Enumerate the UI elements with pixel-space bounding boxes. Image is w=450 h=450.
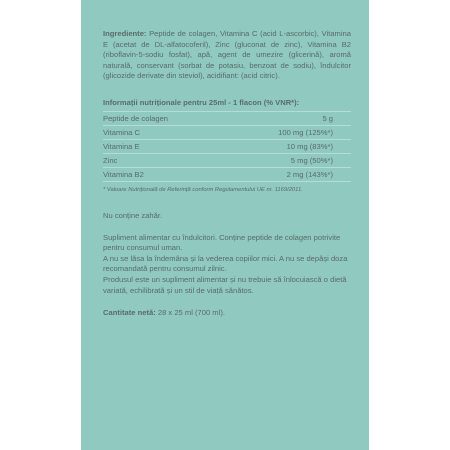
table-row [103,167,351,181]
nutrient-name: Vitamina E [103,139,220,153]
supplement-note: Supliment alimentar cu îndulcitori. Conține peptide de colagen potrivite pentru consumul uman. [103,232,341,253]
nutrient-name: Peptide de colagen [103,111,220,125]
ingredients-text: Peptide de colagen, Vitamina C (acid L-ascorbic), Vitamina E (acetat de DL-alfatocoferil), Zinc (gluconat de zinc), Vitamina B2 (riboflavin-5-sodiu fosfat), apă, agent de umezire (glicerină), aromă naturală, conservant (sorbat de potasiu, benzoat de sodiu), îndulcitor (glicozide derivate din steviol), acidifiant: (acid citric). [103,29,351,81]
table-row [103,139,351,153]
diet-note: Produsul este un supliment alimentar și nu trebuie să înlocuiască o dietă variată, echilibrată și un stil de viață sănătos. [103,274,347,295]
nutrient-value: 10 mg (83%*) [220,139,351,153]
table-row [103,111,351,125]
nutrient-value: 2 mg (143%*) [220,167,351,181]
nutrient-name: Zinc [103,153,220,167]
table-row [103,153,351,167]
nutrient-value: 100 mg (125%*) [220,125,351,139]
nutrition-footnote: * Valoare Nutrițională de Referință conform Regulamentului UE nr. 1169/2011. [103,186,303,193]
net-quantity [103,308,351,317]
net-quantity-label: Cantitate netă: [103,308,156,318]
nutrition-table [103,111,351,182]
nutrient-name: Vitamina B2 [103,167,220,181]
table-row [103,125,351,139]
no-sugar-statement: Nu conține zahăr. [103,210,163,220]
ingredients-label: Ingrediente: [103,29,147,38]
nutrient-value: 5 g [220,111,351,125]
nutrition-title: Informații nutriționale pentru 25ml - 1 flacon (% VNR*): [103,97,300,107]
supplement-notes [103,233,351,297]
ingredients-paragraph [103,29,351,82]
label-panel [81,0,369,450]
nutrient-name: Vitamina C [103,125,220,139]
net-quantity-value: 28 x 25 ml (700 ml). [155,308,225,318]
warning-note: A nu se lăsa la îndemâna și la vederea copiilor mici. A nu se depăși doza recomandată pentru consumul zilnic. [103,253,348,274]
nutrient-value: 5 mg (50%*) [220,153,351,167]
